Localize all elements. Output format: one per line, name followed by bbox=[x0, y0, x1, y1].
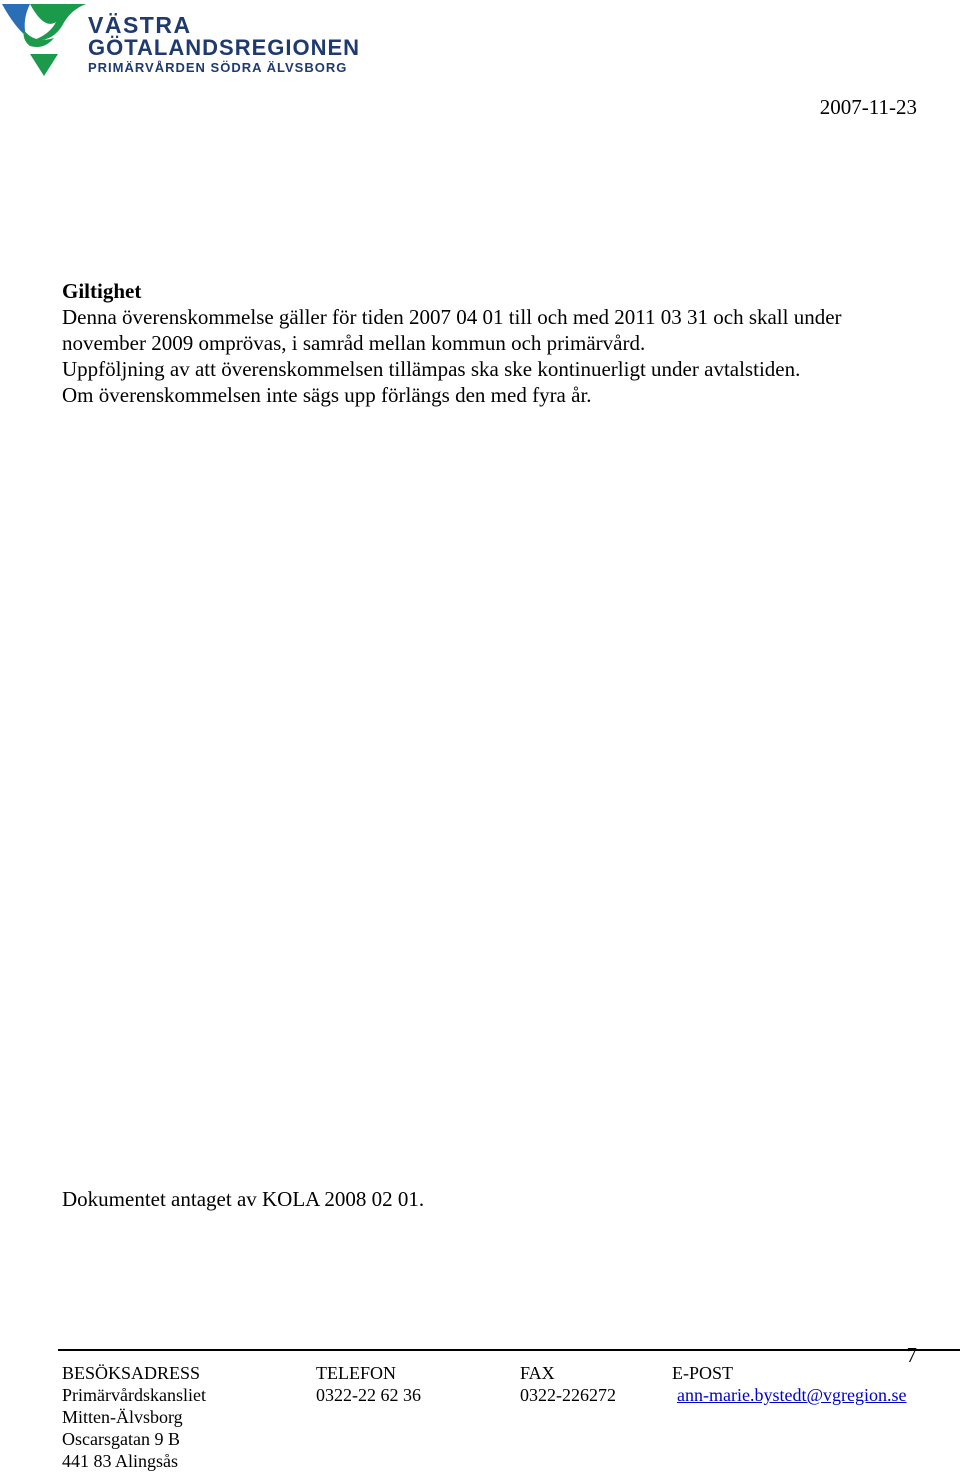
footer-address bbox=[62, 1362, 206, 1472]
fax-label: FAX bbox=[520, 1363, 555, 1383]
address-line: 441 83 Alingsås bbox=[62, 1451, 179, 1471]
footer-email bbox=[672, 1362, 907, 1406]
logo-text-line2: GÖTALANDSREGIONEN bbox=[88, 35, 361, 60]
address-line: Primärvårdskansliet bbox=[62, 1385, 206, 1405]
footer-divider bbox=[58, 1349, 960, 1351]
section-heading: Giltighet bbox=[62, 279, 142, 303]
paragraph-extension: Om överenskommelsen inte sägs upp förlängs den med fyra år. bbox=[62, 383, 592, 407]
organization-logo bbox=[0, 0, 380, 82]
logo-emblem-icon bbox=[0, 0, 90, 82]
document-date: 2007-11-23 bbox=[819, 95, 917, 119]
page-number: 7 bbox=[906, 1343, 917, 1367]
logo-text-line3: PRIMÄRVÅRDEN SÖDRA ÄLVSBORG bbox=[88, 60, 348, 75]
paragraph-follow-up: Uppföljning av att överenskommelsen tillämpas ska ske kontinuerligt under avtalstiden. bbox=[62, 357, 801, 381]
footer-phone bbox=[316, 1362, 421, 1406]
email-link[interactable]: ann-marie.bystedt@vgregion.se bbox=[677, 1385, 907, 1405]
footer-fax bbox=[520, 1362, 616, 1406]
adoption-statement: Dokumentet antaget av KOLA 2008 02 01. bbox=[62, 1187, 425, 1211]
validity-section bbox=[62, 278, 922, 408]
logo-text-line1: VÄSTRA bbox=[88, 12, 192, 38]
paragraph-validity-period: Denna överenskommelse gäller för tiden 2007 04 01 till och med 2011 03 31 och skall under november 2009 omprövas, i samråd mellan kommun och primärvård. bbox=[62, 305, 842, 355]
phone-value: 0322-22 62 36 bbox=[316, 1385, 421, 1405]
email-label: E-POST bbox=[672, 1363, 734, 1383]
phone-label: TELEFON bbox=[316, 1363, 396, 1383]
address-line: Mitten-Älvsborg bbox=[62, 1407, 183, 1427]
address-line: Oscarsgatan 9 B bbox=[62, 1429, 180, 1449]
address-label: BESÖKSADRESS bbox=[62, 1363, 201, 1383]
fax-value: 0322-226272 bbox=[520, 1385, 616, 1405]
